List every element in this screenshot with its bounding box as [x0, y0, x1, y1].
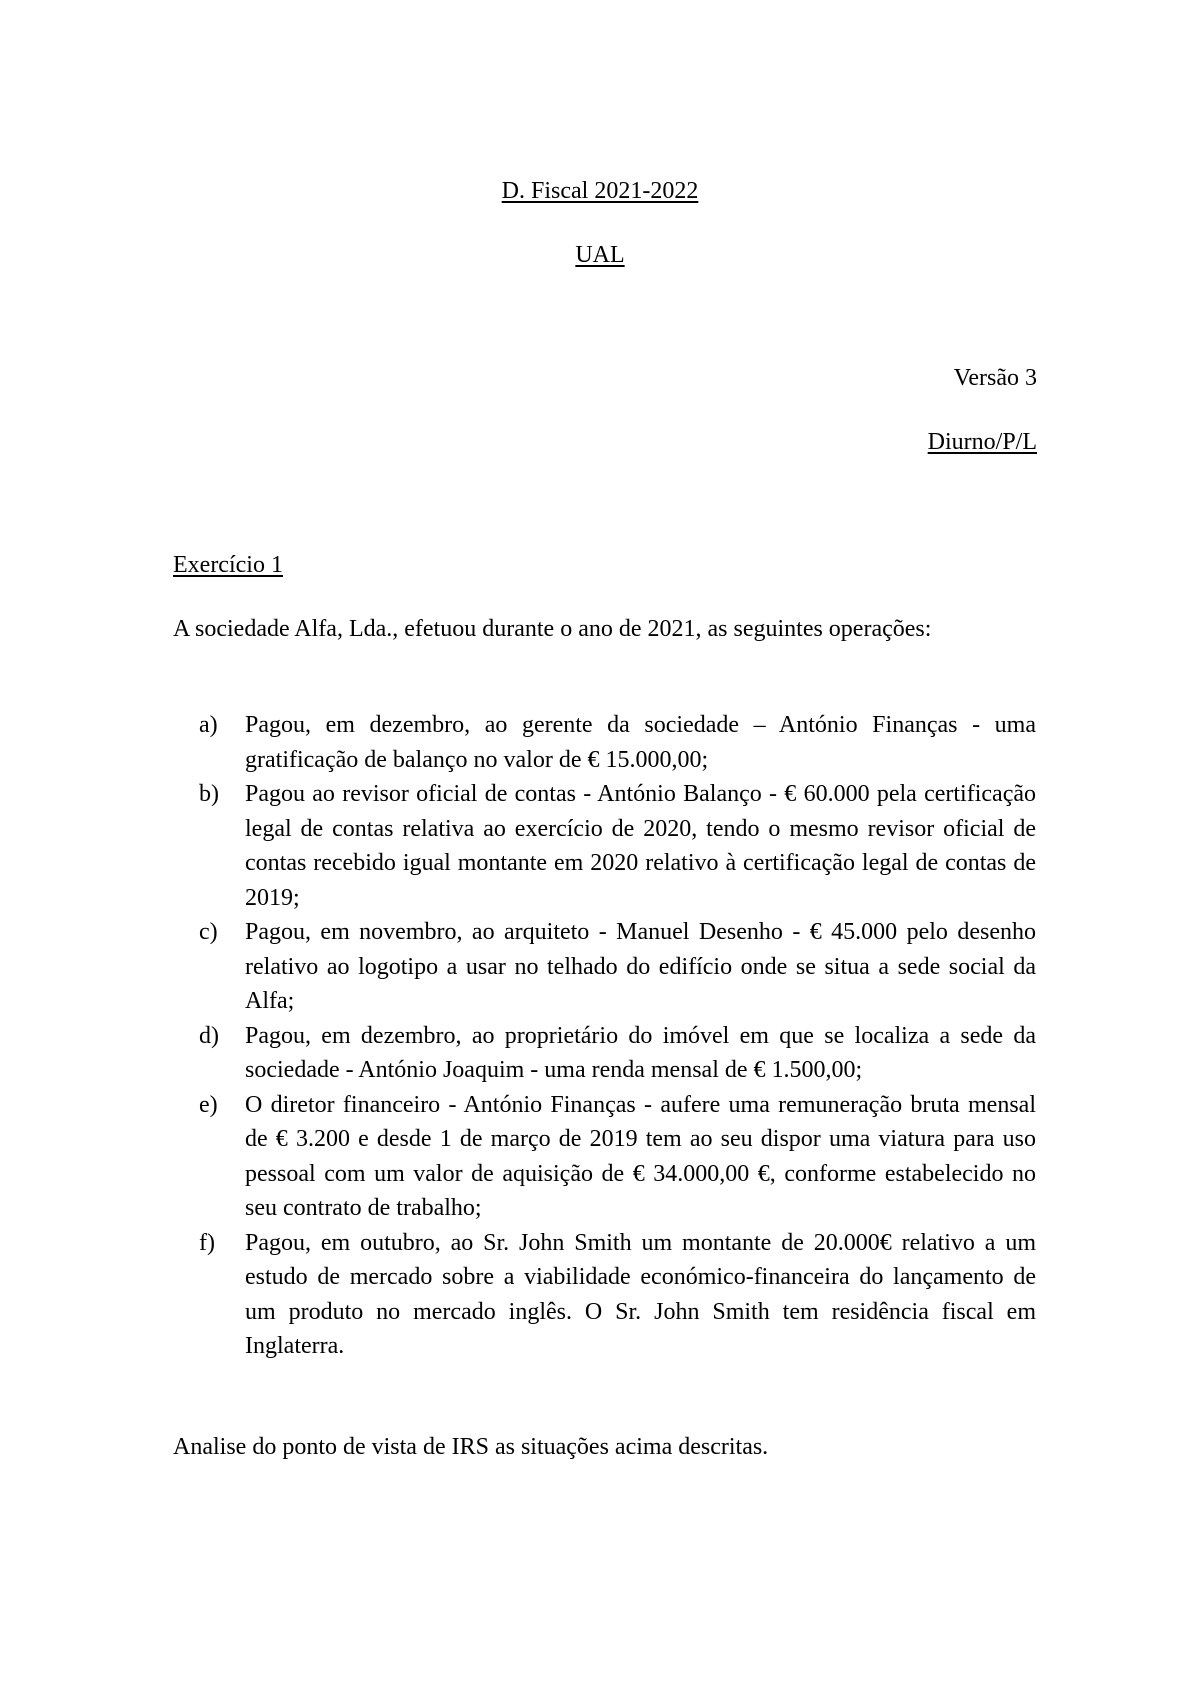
exercise-title: Exercício 1 [173, 552, 283, 578]
item-marker: e) [199, 1091, 218, 1118]
list-item [199, 915, 1036, 1019]
version-label: Versão 3 [953, 365, 1037, 391]
list-item [199, 1019, 1036, 1088]
item-marker: d) [199, 1022, 219, 1049]
list-item [199, 777, 1036, 915]
item-text: Pagou, em outubro, ao Sr. John Smith um montante de 20.000€ relativo a um estudo de mercado sobre a viabilidade económico-financeira do lançamento de um produto no mercado inglês. O Sr. John Smith tem residência fiscal em Inglaterra. [245, 1229, 1036, 1359]
closing-instruction: Analise do ponto de vista de IRS as situações acima descritas. [173, 1434, 769, 1460]
item-text: Pagou, em dezembro, ao gerente da sociedade – António Finanças - uma gratificação de balanço no valor de € 15.000,00; [245, 712, 1036, 773]
item-text: O diretor financeiro - António Finanças - aufere uma remuneração bruta mensal de € 3.200 e desde 1 de março de 2019 tem ao seu dispor uma viatura para uso pessoal com um valor de aquisição de € 34.000,00 €, conforme estabelecido no seu contrato de trabalho; [245, 1091, 1036, 1221]
item-text: Pagou, em novembro, ao arquiteto - Manuel Desenho - € 45.000 pelo desenho relativo ao logotipo a usar no telhado do edifício onde se situa a sede social da Alfa; [245, 919, 1036, 1014]
list-item [199, 1226, 1036, 1364]
item-marker: b) [199, 781, 219, 807]
item-marker: a) [199, 712, 218, 738]
item-text: Pagou, em dezembro, ao proprietário do imóvel em que se localiza a sede da sociedade - António Joaquim - uma renda mensal de € 1.500,00; [245, 1022, 1036, 1083]
course-title: D. Fiscal 2021-2022 [501, 178, 699, 204]
item-marker: f) [199, 1229, 215, 1256]
list-item [199, 1088, 1036, 1226]
item-marker: c) [199, 919, 218, 945]
operations-list [199, 708, 1036, 1364]
exercise-intro: A sociedade Alfa, Lda., efetuou durante o ano de 2021, as seguintes operações: [173, 616, 932, 642]
institution-name: UAL [575, 242, 625, 268]
list-item [199, 708, 1036, 777]
schedule-label: Diurno/P/L [927, 429, 1037, 455]
item-text: Pagou ao revisor oficial de contas - António Balanço - € 60.000 pela certificação legal de contas relativa ao exercício de 2020, tendo o mesmo revisor oficial de contas recebido igual montante em 2020 relativo à certificação legal de contas de 2019; [245, 781, 1036, 911]
